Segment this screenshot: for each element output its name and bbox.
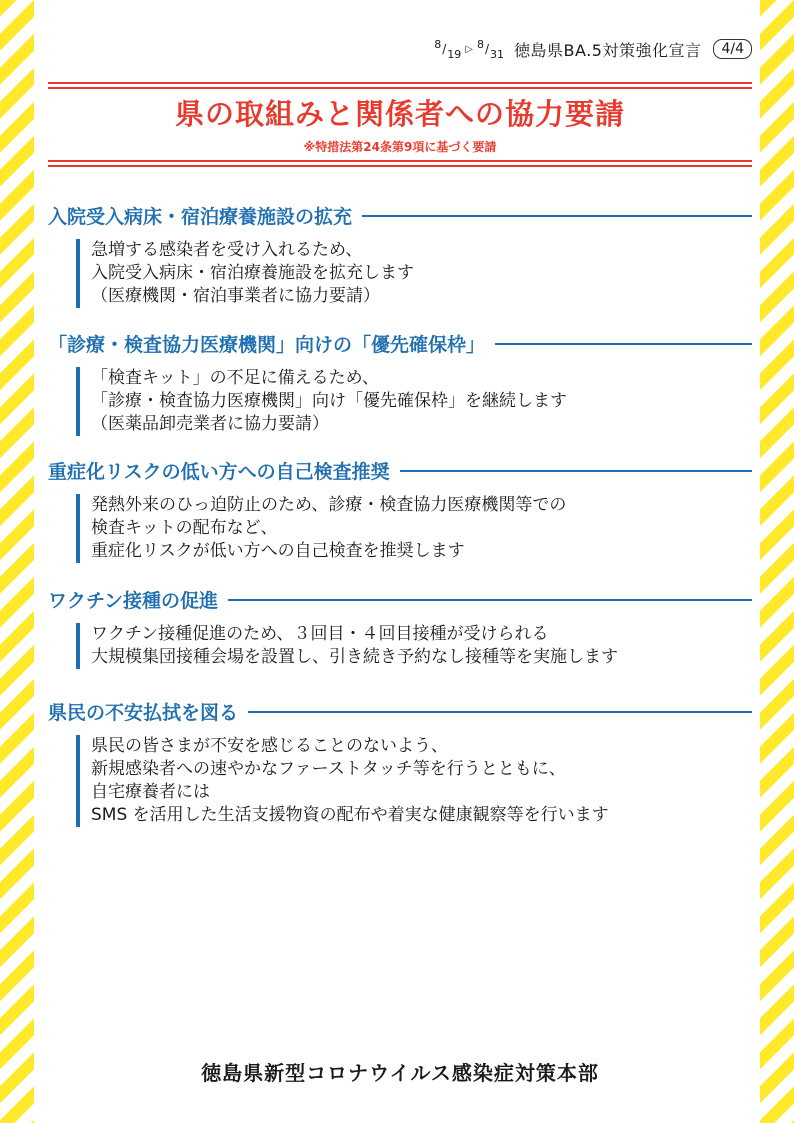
body-line: 「診療・検査協力医療機関」向け「優先確保枠」を継続します <box>91 391 567 411</box>
page-title: 県の取組みと関係者への協力要請 <box>174 97 625 131</box>
section-priority-allocation <box>48 330 752 436</box>
declaration-title: 徳島県BA.5対策強化宣言 <box>514 40 702 60</box>
body-line: （医薬品卸売業者に協力要請） <box>91 414 329 434</box>
body-line: 「検査キット」の不足に備えるため、 <box>91 368 379 388</box>
body-line: ワクチン接種促進のため、３回目・４回目接種が受けられる <box>91 624 549 644</box>
section-title: 入院受入病床・宿泊療養施設の拡充 <box>48 206 353 228</box>
section-header <box>48 330 752 357</box>
section-rule <box>228 599 752 601</box>
section-self-testing <box>48 457 752 563</box>
date-slash-icon: / <box>485 42 490 56</box>
page-subtitle: ※特措法第24条第9項に基づく要請 <box>303 140 497 154</box>
page-number: 4/4 <box>713 39 752 59</box>
body-line: 新規感染者への速やかなファーストタッチ等を行うとともに、 <box>91 759 566 779</box>
body-line: 発熱外来のひっ迫防止のため、診療・検査協力医療機関等での <box>91 495 567 515</box>
end-month: 8 <box>477 37 484 51</box>
section-rule <box>495 343 752 345</box>
section-body <box>76 735 752 827</box>
date-range <box>434 37 505 61</box>
section-title: 県民の不安払拭を図る <box>48 702 239 724</box>
triangle-right-icon: ▷ <box>465 43 473 55</box>
section-vaccination <box>48 586 752 669</box>
body-line: 入院受入病床・宿泊療養施設を拡充します <box>91 263 414 283</box>
start-day: 19 <box>447 47 462 61</box>
body-line: 自宅療養者には <box>91 782 210 802</box>
body-line: 県民の皆さまが不安を感じることのないよう、 <box>91 736 448 756</box>
right-hazard-stripe <box>760 0 794 1123</box>
section-title: 「診療・検査協力医療機関」向けの「優先確保枠」 <box>48 334 486 356</box>
body-line: 重症化リスクが低い方への自己検査を推奨します <box>91 541 465 561</box>
end-day: 31 <box>490 47 505 61</box>
body-line: 急増する感染者を受け入れるため、 <box>91 240 363 260</box>
section-header <box>48 202 752 229</box>
body-line: 大規模集団接種会場を設置し、引き続き予約なし接種等を実施します <box>91 647 618 667</box>
section-title: 重症化リスクの低い方への自己検査推奨 <box>48 461 390 483</box>
left-hazard-stripe <box>0 0 34 1123</box>
section-title: ワクチン接種の促進 <box>48 590 219 612</box>
body-line: 検査キットの配布など、 <box>91 518 278 538</box>
body-line: SMS を活用した生活支援物資の配布や着実な健康観察等を行います <box>91 805 609 825</box>
section-header <box>48 698 752 725</box>
section-header <box>48 457 752 484</box>
section-rule <box>362 215 752 217</box>
start-month: 8 <box>434 37 442 51</box>
section-header <box>48 586 752 613</box>
date-slash-icon: / <box>442 42 447 56</box>
title-bottom-rule <box>48 160 752 167</box>
page-header <box>434 34 752 64</box>
section-rule <box>400 470 752 472</box>
body-line: （医療機関・宿泊事業者に協力要請） <box>91 286 380 306</box>
section-citizen-reassurance <box>48 698 752 827</box>
section-body <box>76 239 752 308</box>
section-body <box>76 623 752 669</box>
section-rule <box>248 711 752 713</box>
footer-organization: 徳島県新型コロナウイルス感染症対策本部 <box>201 1061 599 1085</box>
section-body <box>76 367 752 436</box>
section-hospital-beds <box>48 202 752 308</box>
section-body <box>76 494 752 563</box>
title-top-rule <box>48 82 752 89</box>
